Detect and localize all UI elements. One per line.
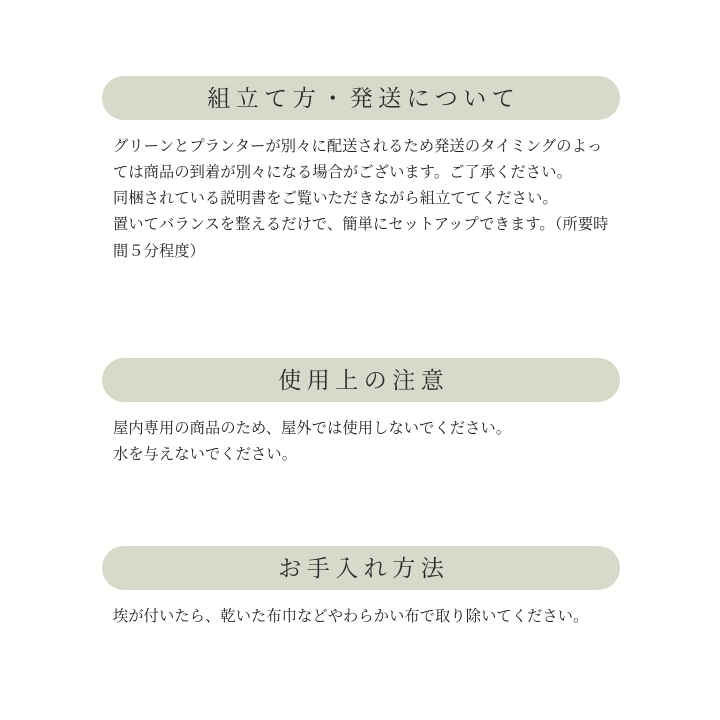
- section-assembly-title: 組立て方・発送について: [207, 84, 521, 111]
- section-caution-header: [102, 358, 620, 402]
- section-care-title: お手入れ方法: [278, 554, 450, 581]
- section-care: [0, 546, 720, 630]
- section-care-header: [102, 546, 620, 590]
- section-assembly-header: [102, 76, 620, 120]
- section-caution-title: 使用上の注意: [278, 366, 450, 393]
- section-caution: [0, 358, 720, 468]
- section-assembly-body: [113, 134, 612, 265]
- paragraph: 水を与えないでください。: [113, 446, 298, 464]
- paragraph: 埃が付いたら、乾いた布巾などやわらかい布で取り除いてください。: [113, 608, 589, 625]
- paragraph: 同梱されている説明書をご覧いただきながら組立ててください。: [113, 190, 558, 208]
- paragraph: 置いてバランスを整えるだけで、簡単にセットアップできます。（所要時間５分程度）: [113, 216, 609, 260]
- section-assembly: [0, 76, 720, 265]
- section-caution-body: [113, 416, 612, 468]
- section-care-body: [113, 604, 612, 630]
- paragraph: 屋内専用の商品のため、屋外では使用しないでください。: [113, 420, 512, 437]
- paragraph: グリーンとプランターが別々に配送されるため発送のタイミングのよっては商品の到着が別々になる場合がございます。ご了承ください。: [113, 138, 603, 182]
